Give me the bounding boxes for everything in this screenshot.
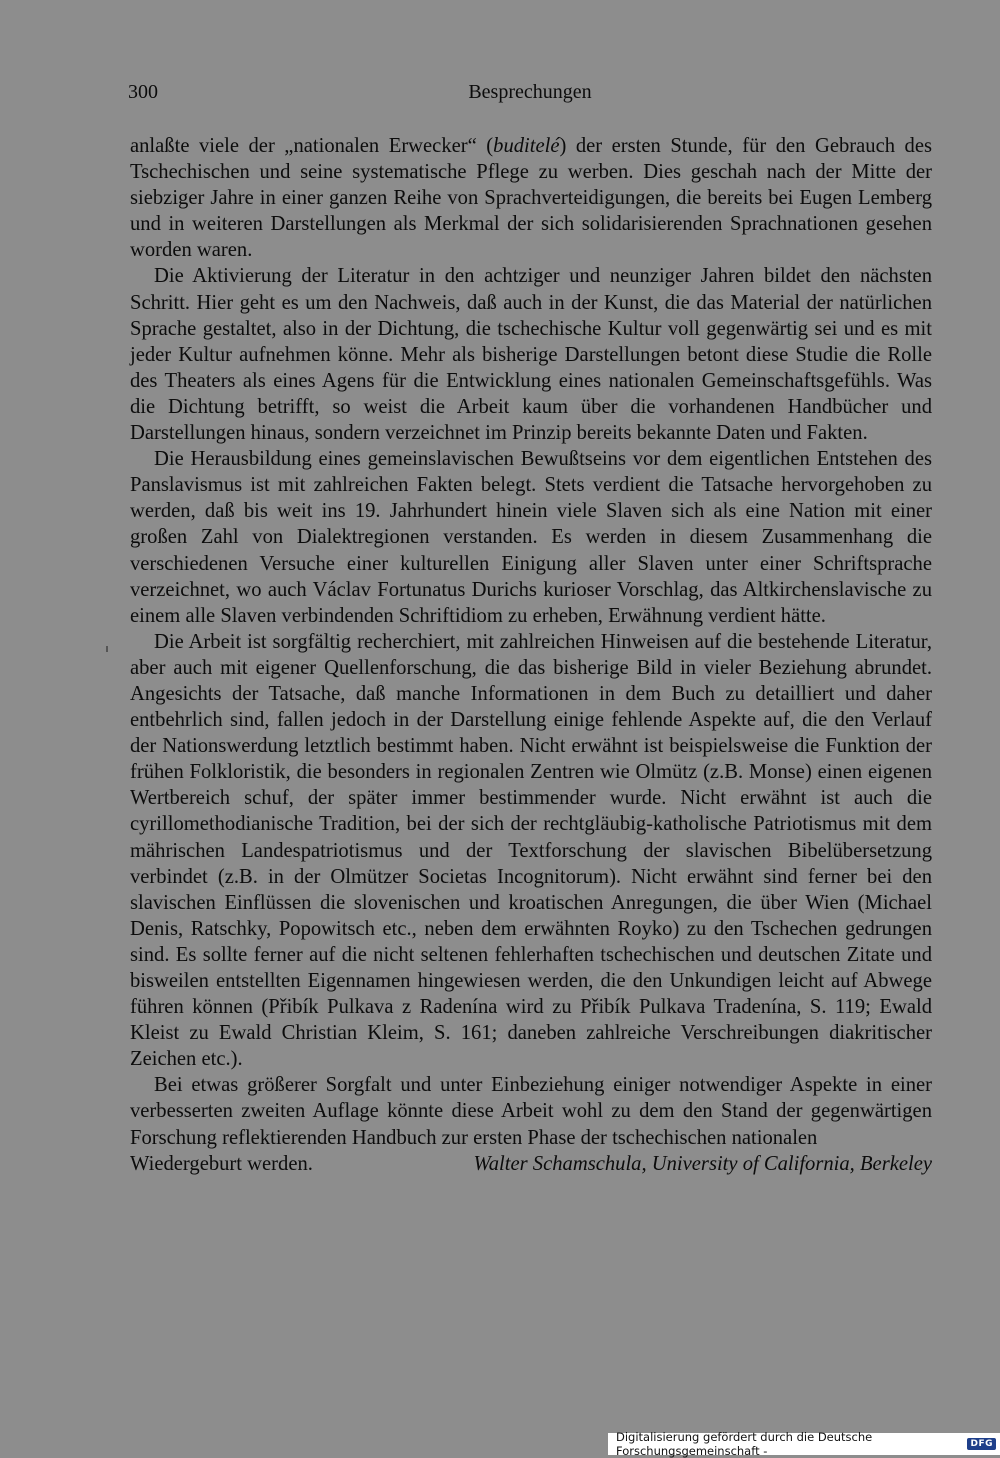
article-body <box>130 133 932 1177</box>
scan-speck <box>106 646 108 652</box>
paragraph-2: Die Aktivierung der Literatur in den achtziger und neunziger Jahren bildet den nächsten Schritt. Hier geht es um den Nachweis, daß auch in der Kunst, die das Material der natürlichen Sprache gestaltet, also in der Dichtung, die tschechische Kultur voll gegenwärtig sei und es mit jeder Kultur aufnehmen könne. Mehr als bisherige Darstellungen betont diese Studie die Rolle des Theaters als eines Agens für die Entwicklung eines nationalen Gemeinschaftsgefühls. Was die Dichtung betrifft, so weist die Arbeit kaum über die vorhandenen Handbücher und Darstellungen hinaus, sondern verzeichnet im Prinzip bereits bekannte Daten und Fakten. <box>130 265 932 445</box>
reviewer-signature: Walter Schamschula, University of California, Berkeley <box>473 1152 932 1175</box>
page-number: 300 <box>128 81 158 103</box>
italic-term: buditelé <box>493 135 560 157</box>
dfg-logo: DFG <box>967 1438 996 1450</box>
paragraph-1-end: ) der ersten Stunde, für den Gebrauch des Tschechischen und seine systematische Pflege zu werben. Dies geschah nach der Mitte der siebziger Jahre in einer ganzen Reihe von Sprachverteidigungen, die bereits bei Eugen Lemberg und in weiteren Darstellungen als Merkmal der sich solidarisierenden Sprachnationen gesehen worden waren. <box>130 135 932 262</box>
paragraph-1-start: anlaßte viele der „nationalen Erwecker“ ( <box>130 135 494 157</box>
signature-line <box>130 1151 932 1177</box>
closing-last-words: Wiedergeburt werden. <box>130 1152 313 1175</box>
paragraph-5 <box>130 1072 932 1150</box>
page-header <box>128 81 932 109</box>
paragraph-3: Die Herausbildung eines gemeinslavischen Bewußtseins vor dem eigentlichen Entstehen des Panslavismus ist mit zahlreichen Fakten belegt. Stets verdient die Tatsache hervorgehoben zu werden, daß bis weit ins 19. Jahrhundert hinein viele Slaven sich als eine Nation mit einer großen Zahl von Dialektregionen verstanden. Es werden in diesem Zusammenhang die verschiedenen Versuche einer kulturellen Einigung aller Slaven unter einer Schriftsprache verzeichnet, wo auch Václav Fortunatus Durichs kurioser Vorschlag, das Altkirchenslavische zu einem alle Slaven verbindenden Schriftidiom zu erheben, Erwähnung verdient hätte. <box>130 448 932 627</box>
paragraph-1 <box>130 133 932 263</box>
digitization-footer <box>608 1430 1000 1458</box>
footer-credit: Digitalisierung gefördert durch die Deutsche Forschungsgemeinschaft - <box>616 1430 873 1458</box>
running-title: Besprechungen <box>468 81 592 103</box>
paragraph-4: Die Arbeit ist sorgfältig recherchiert, mit zahlreichen Hinweisen auf die bestehende Literatur, aber auch mit eigener Quellenforschung, die das bisherige Bild in vieler Beziehung abrundet. Angesichts der Tatsache, daß manche Informationen in dem Buch zu detailliert und daher entbehrlich sind, fallen jedoch in der Darstellung einige fehlende Aspekte auf, die den Verlauf der Nationswerdung letztlich bestimmt haben. Nicht erwähnt ist beispielsweise die Funktion der frühen Folkloristik, die besonders in regionalen Zentren wie Olmütz (z.B. Monse) einen eigenen Wertbereich schuf, der später immer bestimmender wurde. Nicht erwähnt ist auch die cyrillomethodianische Tradition, bei der sich der rechtgläubig-katholische Patriotismus mit dem mährischen Landespatriotismus und der Textforschung der slavischen Bibelübersetzung verbindet (z.B. in der Olmützer Societas Incognitorum). Nicht erwähnt sind ferner bei den slavischen Einflüssen die slovenischen und kroatischen Anregungen, die über Wien (Michael Denis, Ratschky, Popowitsch etc., neben dem erwähnten Royko) zu den Tschechen gedrungen sind. Es sollte ferner auf die nicht seltenen fehlerhaften tschechischen und deutschen Zitate und bisweilen entstellten Eigennamen hingewiesen werden, die den Unkundigen leicht auf Abwege führen können (Přibík Pulkava z Radenína wird zu Přibík Pulkava Tradenína, S. 119; Ewald Kleist zu Ewald Christian Kleim, S. 161; daneben zahlreiche Verschreibungen diakritischer Zeichen etc.). <box>130 630 932 1071</box>
closing-text: Bei etwas größerer Sorgfalt und unter Einbeziehung einiger notwendiger Aspekte in einer verbesserten zweiten Auflage könnte diese Arbeit wohl zu dem den Stand der gegenwärtigen Forschung reflektierenden Handbuch zur ersten Phase der tschechischen nationalen <box>130 1074 932 1149</box>
